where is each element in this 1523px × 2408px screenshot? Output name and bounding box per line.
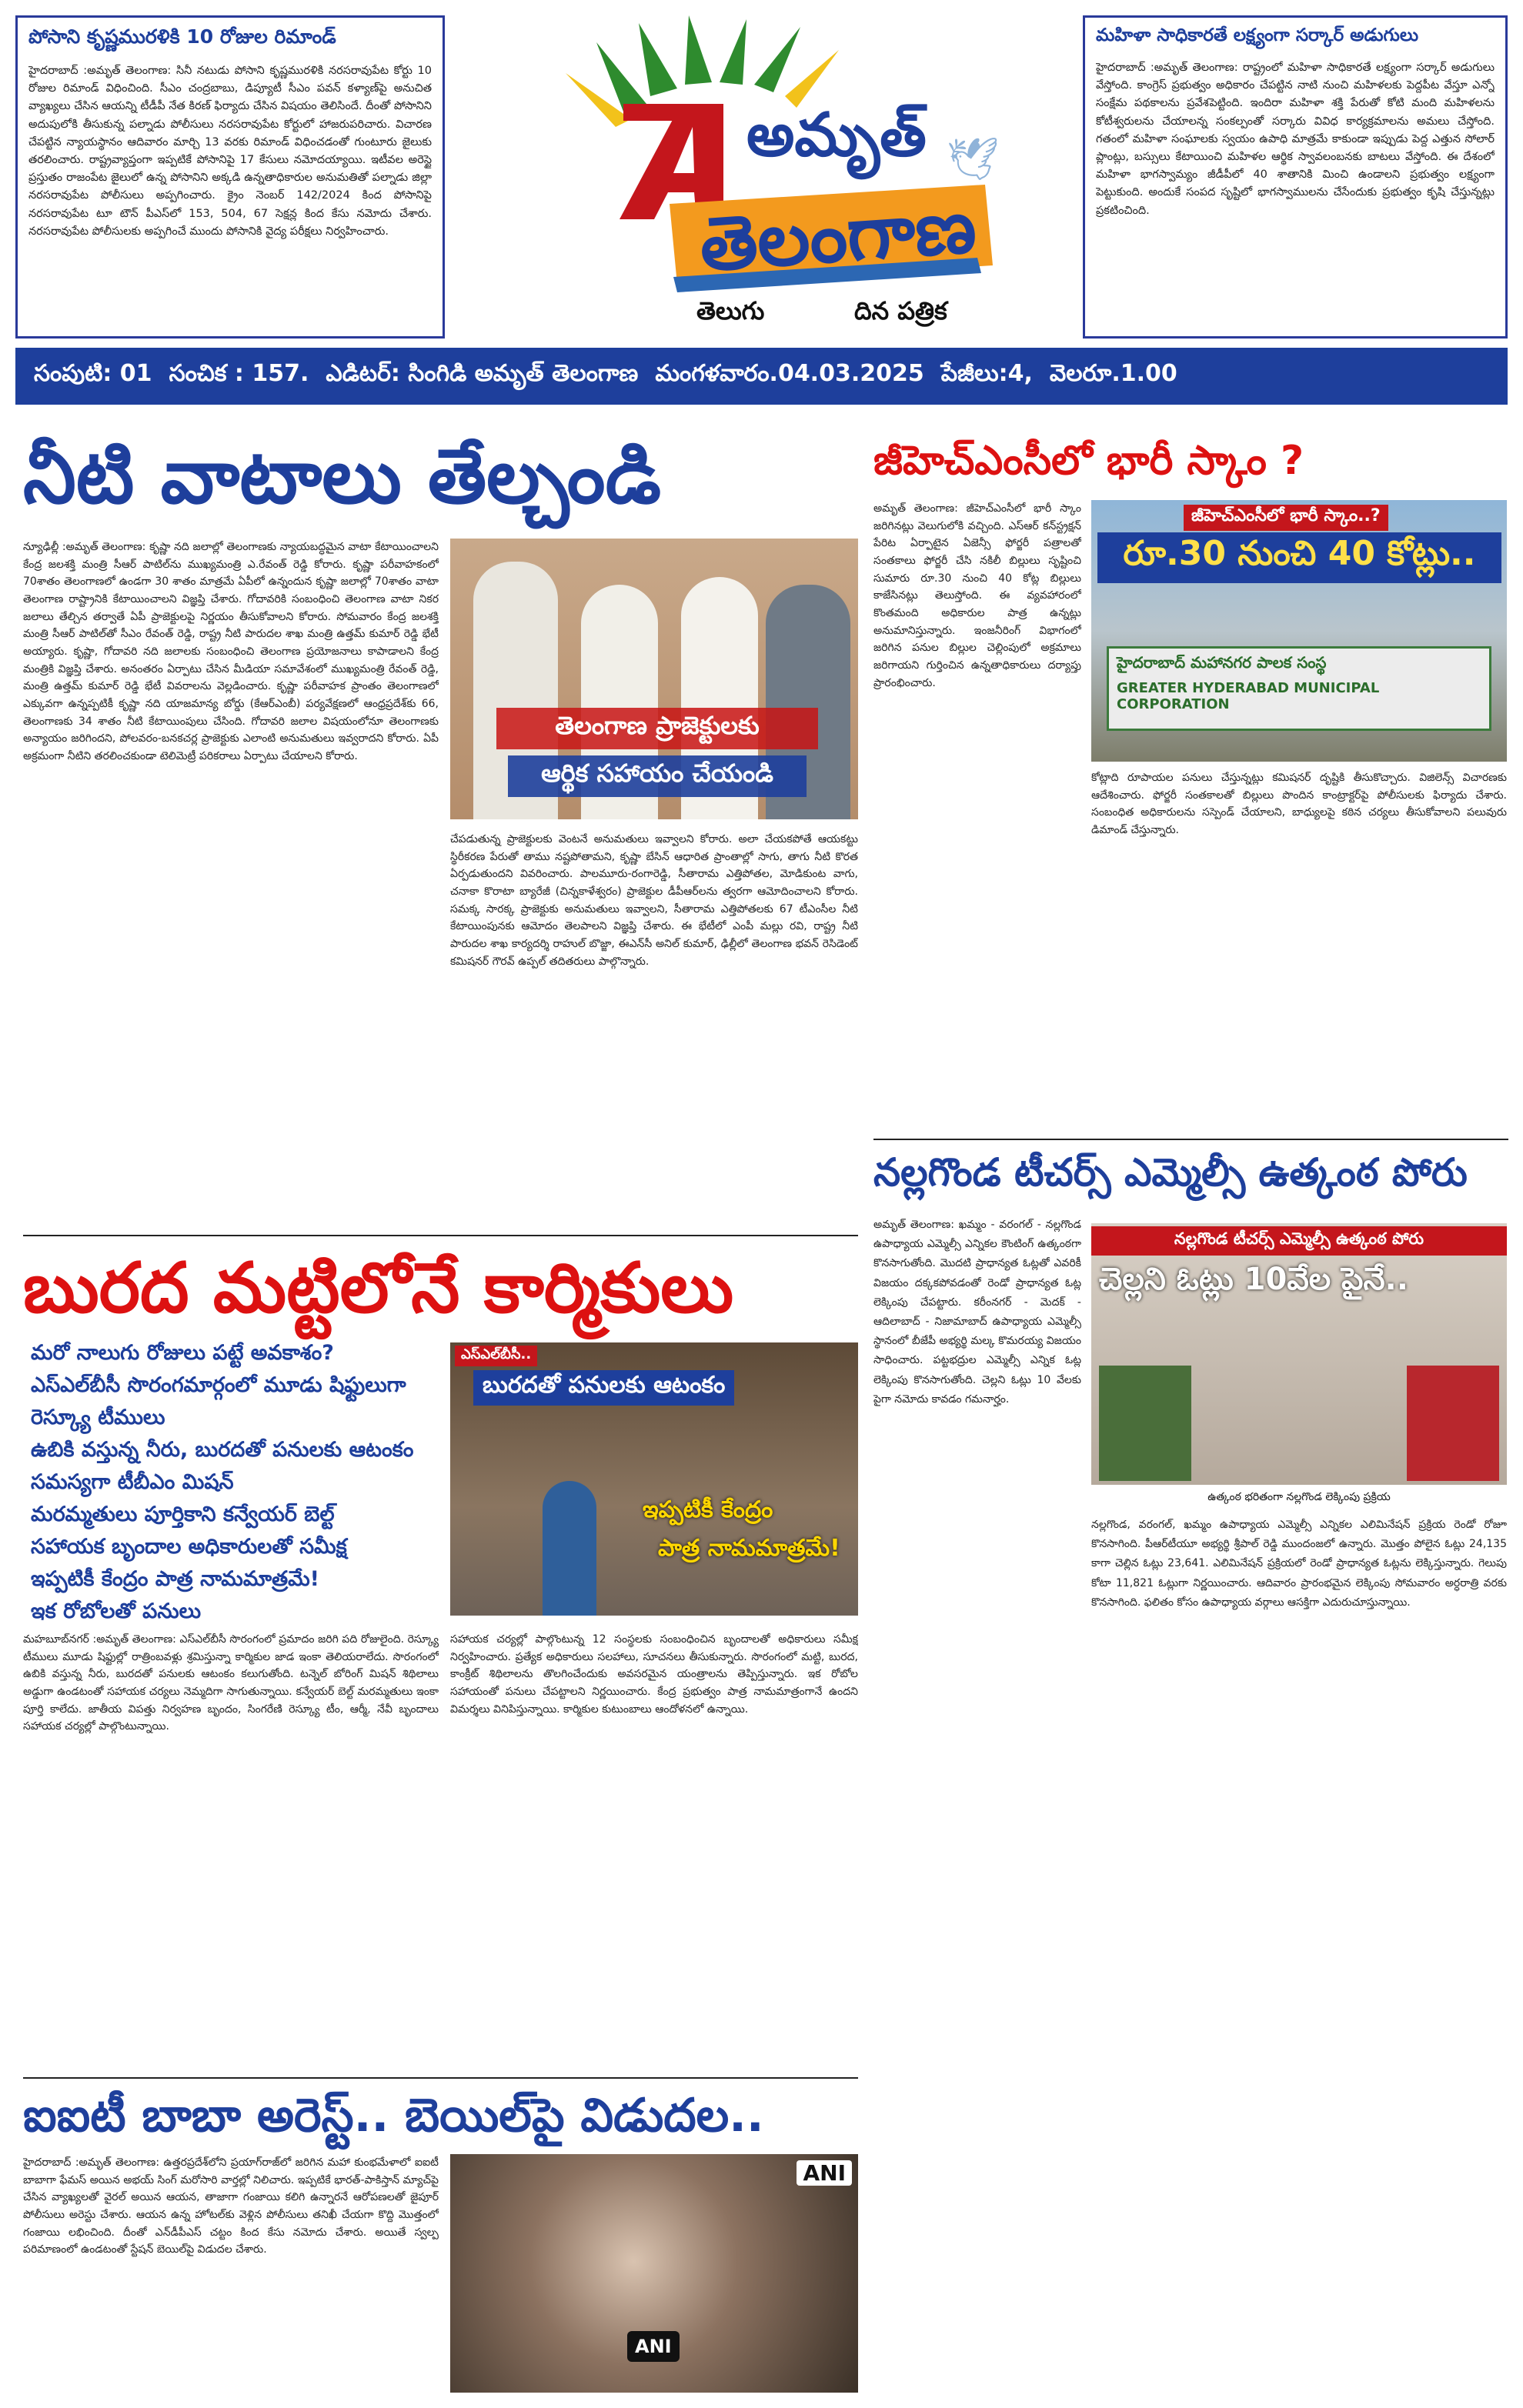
ghmc-body-right: కోట్లాది రూపాయల పనులు చేస్తున్నట్లు కమిషనర్ దృష్టికి తీసుకొచ్చారు. విజిలెన్స్ విచారణకు ఆదేశించారు. ఫోర్జరీ సంతకాలతో బిల్లులు పొందిన కాంట్రాక్టర్‌పై పోలీసులకు ఫిర్యాదు చేశారు. సంబంధిత అధికారులను సస్పెండ్ చేయాలని, బాధ్యులపై కఠిన చర్యలు తీసుకోవాలని పలువురు డిమాండ్ చేస్తున్నారు. [1091,772,1507,837]
top-right-news-box [1083,15,1508,339]
date: మంగళవారం.04.03.2025 [655,360,924,387]
top-right-body: హైదరాబాద్ :అమృత్ తెలంగాణ: రాష్ట్రంలో మహిళా సాధికారతే లక్ష్యంగా సర్కార్ అడుగులు వేస్తోంది. కాంగ్రెస్ ప్రభుత్వం అధికారం చేపట్టిన నాటి నుంచి మహిళలకు పెద్దపీట వేస్తూ ఎన్నో సంక్షేమ పథకాలను ప్రవేశపెట్టింది. ఇందిరా మహిళా శక్తి పేరుతో కోటి మంది మహిళలను కోటీశ్వరులను చేయాలన్న సంకల్పంతో సర్కారు వివిధ కార్యక్రమాలను అమలు చేస్తోంది. గతంలో మహిళా సంఘాలకు స్వయం ఉపాధి మాత్రమే కాకుండా ఇప్పుడు పెద్ద ఎత్తున సోలార్ ప్లాంట్లు, బస్సులు కేటాయించి మహిళల ఆర్థిక స్వావలంబనకు బాటలు వేస్తోంది. ఈ దేశంలో మహిళా భాగస్వామ్యం జీడీపీలో 40 శాతానికి మించి ఉండాలని ప్రభుత్వం లక్ష్యంగా పెట్టుకుంది. అందుకే సంపద సృష్టిలో భాగస్వాములను చేసేందుకు ప్రభుత్వం కృషి చేస్తున్నట్లు ప్రకటించింది. [1096,62,1495,217]
lead-body-right: చేపడుతున్న ప్రాజెక్టులకు వెంటనే అనుమతులు ఇవ్వాలని కోరారు. అలా చేయకపోతే ఆయకట్టు స్థిరీకరణ పేరుతో తాము నష్టపోతామని, కృష్ణా బేసిన్ ఆధారిత ప్రాంతాల్లో సాగు, తాగు నీటి కొరత ఏర్పడుతుందని వివరించారు. పాలమూరు-రంగారెడ్డి, సీతారామ ఎత్తిపోతల, మోడికుంట వాగు, చనాకా కొరాటా బ్యారేజీ (చిన్నకాళేశ్వరం) ప్రాజెక్టుల డీపీఆర్‌లను త్వరగా ఆమోదించాలని కోరారు. సమక్క సారక్క ప్రాజెక్టుకు అనుమతులు ఇవ్వాలని, సీతారామ ఎత్తిపోతలకు 67 టీఎంసీల నీటి కేటాయింపునకు ఆమోదం తెలపాలని విజ్ఞప్తి చేశారు. ఈ భేటీలో ఎంపీ మల్లు రవి, రాష్ట్ర నీటి పారుదల శాఖ కార్యదర్శి రాహుల్ బొజ్జా, ఈఎన్‌సీ అనిల్ కుమార్, ఢిల్లీలో తెలంగాణ భవన్ రెసిడెంట్ కమిషనర్ గౌరవ్ ఉప్పల్ తదితరులు పాల్గొన్నారు. [450,833,858,968]
nalgonda-photo-title: నల్లగొండ టీచర్స్ ఎమ్మెల్సీ ఉత్కంఠ పోరు [1091,1226,1507,1256]
lead-body-left: న్యూఢిల్లీ :అమృత్ తెలంగాణ: కృష్ణా నది జలాల్లో తెలంగాణకు న్యాయబద్ధమైన వాటా కేటాయించాలని కేంద్ర జలశక్తి మంత్రి సీఆర్ పాటిల్‌ను ముఖ్యమంత్రి ఎ.రేవంత్ రెడ్డి కోరారు. కృష్ణా పరీవాహకంలో 70శాతం తెలంగాణలో ఉండగా 30 శాతం మాత్రమే ఏపీలో ఉన్నందున కృష్ణా జలాల్లో 70శాతం వాటా తెలంగాణ రాష్ట్రానికి కేటాయించాలని విజ్ఞప్తి చేశారు. గోదావరికి సంబంధించి తెలంగాణ వాటా నికర జలాలు తేల్చిన తర్వాతే ఏపీ ప్రాజెక్టులపై నిర్ణయం తీసుకోవాలని కోరారు. సోమవారం కేంద్ర జలశక్తి మంత్రి సీఆర్ పాటిల్‌తో సీఎం రేవంత్ రెడ్డి, రాష్ట్ర నీటి పారుదల శాఖ మంత్రి ఉత్తమ్ కుమార్ రెడ్డి భేటీ అయ్యారు. కృష్ణా, గోదావరి నది జలాలకు సంబంధించి తెలంగాణ ప్రయోజనాలు కాపాడాలని కేంద్ర మంత్రికి విజ్ఞప్తి చేశారు. అనంతరం ఏర్పాటు చేసిన మీడియా సమావేశంలో ముఖ్యమంత్రి రేవంత్ రెడ్డి, మంత్రి ఉత్తమ్ కుమార్ రెడ్డి భేటీ వివరాలను వెల్లడించారు. కృష్ణా పరీవాహక ప్రాంతం తెలంగాణలో ఎక్కువగా ఉన్నప్పటికీ కృష్ణా నది యాజమాన్య బోర్డు (కేఆర్ఎంబీ) పర్యవేక్షణలో ఆంధ్రప్రదేశ్‌కు 66, తెలంగాణకు 34 శాతం నీటి కేటాయింపులు చేసింది. గోదావరి జలాల విషయంలోనూ తెలంగాణకు అన్యాయం జరిగిందని, పోలవరం-బనకచర్ల ప్రాజెక్టుకు ఎలాంటి అనుమతులు ఇవ్వరాదని కోరారు. ఏపీ అక్రమంగా నీటిని తరలించకుండా టెలిమెట్రీ పరికరాలు ఏర్పాటు చేయాలని కోరారు. [23,541,439,763]
workers-divider [23,2077,858,2079]
top-left-news-box [15,15,445,339]
ghmc-photo-title: జీహెచ్ఎంసీలో భారీ స్కాం..? [1184,505,1388,531]
candidate-2-photo [1407,1366,1499,1481]
volume: సంపుటి: 01 [34,360,152,387]
subpoint: ఇప్పటికీ కేంద్రం పాత్ర నామమాత్రమే! [31,1567,319,1591]
nalgonda-body-left: అమృత్ తెలంగాణ: ఖమ్మం - వరంగల్ - నల్లగొండ ఉపాధ్యాయ ఎమ్మెల్సీ ఎన్నికల కౌంటింగ్ ఉత్కంఠగా కొనసాగుతోంది. మొదటి ప్రాధాన్యత ఓట్లతో ఎవరికీ విజయం దక్కకపోవడంతో రెండో ప్రాధాన్యత ఓట్ల లెక్కింపు చేపట్టారు. కరీంనగర్ - మెదక్ - ఆదిలాబాద్ - నిజామాబాద్ ఉపాధ్యాయ ఎమ్మెల్సీ స్థానంలో బీజేపీ అభ్యర్థి మల్క కొమరయ్య విజయం సాధించారు. పట్టభద్రుల ఎమ్మెల్సీ ఎన్నిక ఓట్ల లెక్కింపు కొనసాగుతోంది. చెల్లని ఓట్లు 10 వేలకు పైగా నమోదు కావడం గమనార్హం. [873,1219,1081,1406]
ghmc-headline: జీహెచ్ఎంసీలో భారీ స్కాం ? [873,438,1304,484]
baba-body: హైదరాబాద్ :అమృత్ తెలంగాణ: ఉత్తరప్రదేశ్‌లోని ప్రయాగ్‌రాజ్‌లో జరిగిన మహా కుంభమేళాలో ఐఐటీ బాబాగా ఫేమస్ అయిన అభయ్ సింగ్ మరోసారి వార్తల్లో నిలిచారు. ఇప్పటికే భారత్-పాకిస్తాన్ మ్యాచ్‌పై చేసిన వ్యాఖ్యలతో వైరల్ అయిన ఆయన, తాజాగా గంజాయి కలిగి ఉన్నారనే ఆరోపణలతో జైపూర్ పోలీసులు అరెస్టు చేశారు. ఆయన ఉన్న హోటల్‌కు వెళ్లిన పోలీసులు తనిఖీ చేయగా కొద్ది మొత్తంలో గంజాయి లభించింది. దీంతో ఎన్‌డీపీఎస్ చట్టం కింద కేసు నమోదు చేశారు. అయితే స్వల్ప పరిమాణంలో ఉండటంతో స్టేషన్ బెయిల్‌పై విడుదల చేశారు. [23,2156,439,2256]
ghmc-sign-telugu: హైదరాబాద్ మహానగర పాలక సంస్థ [1117,653,1327,672]
ghmc-photo-amount: రూ.30 నుంచి 40 కోట్లు.. [1097,532,1501,583]
subpoint: సమస్యగా టీబీఎం మిషన్ [31,1470,234,1494]
workers-body-left: మహబూబ్‌నగర్ :అమృత్ తెలంగాణ: ఎస్ఎల్‌బీసీ సొరంగంలో ప్రమాదం జరిగి పది రోజులైంది. రెస్క్యూ టీములు మూడు షిఫ్టుల్లో రాత్రింబవళ్లు శ్రమిస్తున్నా కార్మికుల జాడ ఇంకా తెలియరాలేదు. సొరంగంలో ఉబికి వస్తున్న నీరు, బురదతో పనులకు ఆటంకం కలుగుతోంది. టన్నెల్ బోరింగ్ మిషన్ శిథిలాలు అడ్డుగా ఉండటంతో సహాయక చర్యలు నెమ్మదిగా సాగుతున్నాయి. కన్వేయర్ బెల్ట్ మరమ్మతులు ఇంకా పూర్తి కాలేదు. జాతీయ విపత్తు నిర్వహణ బృందం, సింగరేణి రెస్క్యూ టీం, ఆర్మీ, నేవీ బృందాలు సహాయక చర్యల్లో పాల్గొంటున్నాయి. [23,1633,439,1733]
logo-tag-right: దిన పత్రిక [854,296,947,325]
logo-tag-left: తెలుగు [696,296,765,325]
nalgonda-photo-sub: చెల్లని ఓట్లు 10వేల పైనే.. [1099,1262,1408,1297]
page-count: పేజీలు:4, [940,360,1033,387]
workers-photo-tag: ఎస్ఎల్‌బీసీ.. [455,1346,537,1366]
masthead-logo [493,12,1031,342]
workers-photo [450,1342,858,1616]
lead-divider [23,1235,858,1236]
lead-headline: నీటి వాటాలు తేల్చండి [23,433,662,521]
ani-badge-top: ANI [797,2160,852,2186]
top-left-headline: పోసాని కృష్ణమురళికి 10 రోజుల రిమాండ్ [28,25,336,48]
ghmc-photo [1091,500,1507,762]
baba-photo [450,2154,858,2393]
candidate-1-photo [1099,1366,1191,1481]
subpoint: ఉబికి వస్తున్న నీరు, బురదతో పనులకు ఆటంకం [31,1438,414,1462]
nalgonda-body-right: నల్లగొండ, వరంగల్, ఖమ్మం ఉపాధ్యాయ ఎమ్మెల్సీ ఎన్నికల ఎలిమినేషన్ ప్రక్రియ రెండో రోజూ కొనసాగింది. పీఆర్‌టీయూ అభ్యర్థి శ్రీపాల్ రెడ్డి ముందంజలో ఉన్నారు. మొత్తం పోలైన ఓట్లు 24,135 కాగా చెల్లిన ఓట్లు 23,641. ఎలిమినేషన్ ప్రక్రియలో రెండో ప్రాధాన్యత ఓట్లను లెక్కిస్తున్నారు. గెలుపు కోటా 11,821 ఓట్లుగా నిర్ణయించారు. ఆదివారం ప్రారంభమైన లెక్కింపు సోమవారం అర్ధరాత్రి వరకు కొనసాగింది. ఫలితం కోసం ఉపాధ్యాయ వర్గాలు ఆసక్తిగా ఎదురుచూస్తున్నాయి. [1091,1519,1507,1609]
subpoint: సహాయక బృందాల అధికారులతో సమీక్ష [31,1535,347,1559]
subpoint: మరమ్మతులు పూర్తికాని కన్వేయర్ బెల్ట్ [31,1502,335,1526]
top-right-headline: మహిళా సాధికారతే లక్ష్యంగా సర్కార్ అడుగులు [1096,25,1419,45]
logo-line2: తెలంగాణ [696,182,979,288]
issue-info-bar [15,348,1508,405]
subpoint: ఎస్ఎల్‌బీసీ సొరంగమార్గంలో మూడు షిఫ్టులుగా [31,1373,406,1397]
lead-photo-caption-1: తెలంగాణ ప్రాజెక్టులకు [496,708,818,749]
workers-photo-sub2: పాత్ర నామమాత్రమే! [658,1535,840,1562]
workers-photo-sub1: ఇప్పటికీ కేంద్రం [643,1496,773,1523]
nalgonda-headline: నల్లగొండ టీచర్స్ ఎమ్మెల్సీ ఉత్కంఠ పోరు [873,1150,1468,1195]
workers-body-right: సహాయక చర్యల్లో పాల్గొంటున్న 12 సంస్థలకు సంబంధించిన బృందాలతో అధికారులు సమీక్ష నిర్వహించారు. ప్రత్యేక అధికారులు సలహాలు, సూచనలు తీసుకున్నారు. సొరంగంలో మట్టి, బురద, కాంక్రీట్ శిథిలాలను తొలగించేందుకు అవసరమైన యంత్రాలను తెప్పిస్తున్నారు. ఇక రోబోల సహాయంతో పనులు చేపట్టాలని నిర్ణయించారు. కేంద్ర ప్రభుత్వం పాత్ర నామమాత్రంగానే ఉందని విమర్శలు వినిపిస్తున్నాయి. కార్మికుల కుటుంబాలు ఆందోళనలో ఉన్నాయి. [450,1633,858,1716]
baba-headline: ఐఐటీ బాబా అరెస్ట్.. బెయిల్‌పై విడుదల.. [23,2089,764,2143]
workers-photo-title: బురదతో పనులకు ఆటంకం [473,1370,734,1406]
workers-headline: బురద మట్టిలోనే కార్మికులు [23,1248,734,1329]
subpoint: మరో నాలుగు రోజులు పట్టే అవకాశం? [31,1341,334,1365]
ghmc-sign-english: GREATER HYDERABAD MUNICIPAL CORPORATION [1117,680,1380,712]
price: వెలరూ.1.00 [1049,360,1177,387]
workers-subpoints [31,1337,446,1628]
ghmc-divider [873,1139,1508,1140]
ani-mic-badge: ANI [627,2331,680,2362]
lead-photo [450,539,858,819]
top-left-body: హైదరాబాద్ :అమృత్ తెలంగాణ: సినీ నటుడు పోసాని కృష్ణమురళికి నరసరావుపేట కోర్టు 10 రోజుల రిమాండ్ విధించింది. సీఎం చంద్రబాబు, డిప్యూటీ సీఎం పవన్ కళ్యాణ్‌పై అనుచిత వ్యాఖ్యలు చేసిన ఆయన్ని టీడీపీ నేత కిరణ్ ఫిర్యాదు చేసిన విషయం తెలిసిందే. దీంతో పోసానిని అదుపులోకి తీసుకున్న పల్నాడు పోలీసులు నరసరావుపేట కోర్టులో హాజరుపరిచారు. విచారణ చేపట్టిన న్యాయస్థానం ఆదివారం మార్చి 13 వరకు రిమాండ్ విధించడంతో గుంటూరు జైలుకు తరలించారు. రాష్ట్రవ్యాప్తంగా ఇప్పటికే పోసానిపై 17 కేసులు నమోదయ్యాయి. ఇటీవల అరెస్టై ప్రస్తుతం రాజంపేట జైలులో ఉన్న పోసానిని అక్కడి ఉన్నతాధికారుల అనుమతితో పల్నాడు జిల్లా నరసరావుపేట పోలీసులు అప్పగించారు. క్రైం నెంబర్ 142/2024 కింద పోసానిపై నరసరావుపేట టూ టౌన్ పీఎస్‌లో 153, 504, 67 సెక్షన్ల కింద కేసు నమోదు చేశారు. నరసరావుపేట పోలీసులకు అప్పగించే ముందు పోసానికి వైద్య పరీక్షలు నిర్వహించారు. [28,65,432,238]
logo-line1: అమృత్ [746,100,927,170]
worker-figure [543,1481,596,1616]
lead-photo-caption-2: ఆర్థిక సహాయం చేయండి [508,755,807,797]
subpoint: రెస్క్యూ టీములు [31,1406,165,1429]
nalgonda-photo [1091,1223,1507,1485]
subpoint: ఇక రోబోలతో పనులు [31,1599,202,1623]
dove-icon: 🕊 [947,135,1000,183]
editor: ఎడిటర్: సింగిడి అమృత్ తెలంగాణ [326,360,639,387]
issue-number: సంచిక : 157. [169,360,309,387]
ghmc-body-left: అమృత్ తెలంగాణ: జీహెచ్ఎంసీలో భారీ స్కాం జరిగినట్లు వెలుగులోకి వచ్చింది. ఎస్ఆర్ కన్‌స్ట్రక్షన్ పేరిట ఏర్పాటైన ఏజెన్సీ ఫోర్జరీ పత్రాలతో సంతకాలు ఫోర్జరీ చేసి నకిలీ బిల్లులు సృష్టించి సుమారు రూ.30 నుంచి 40 కోట్ల బిల్లులు కాజేసినట్లు తెలుస్తోంది. ఈ వ్యవహారంలో కొంతమంది అధికారుల పాత్ర ఉన్నట్లు అనుమానిస్తున్నారు. ఇంజనీరింగ్ విభాగంలో జరిగిన పనుల బిల్లుల చెల్లింపులో అక్రమాలు జరిగాయని గుర్తించిన ఉన్నతాధికారులు దర్యాప్తు ప్రారంభించారు. [873,502,1081,689]
nalgonda-photo-caption: ఉత్కంఠ భరితంగా నల్లగొండ లెక్కింపు ప్రక్రియ [1207,1491,1391,1503]
ghmc-sign [1107,646,1491,731]
